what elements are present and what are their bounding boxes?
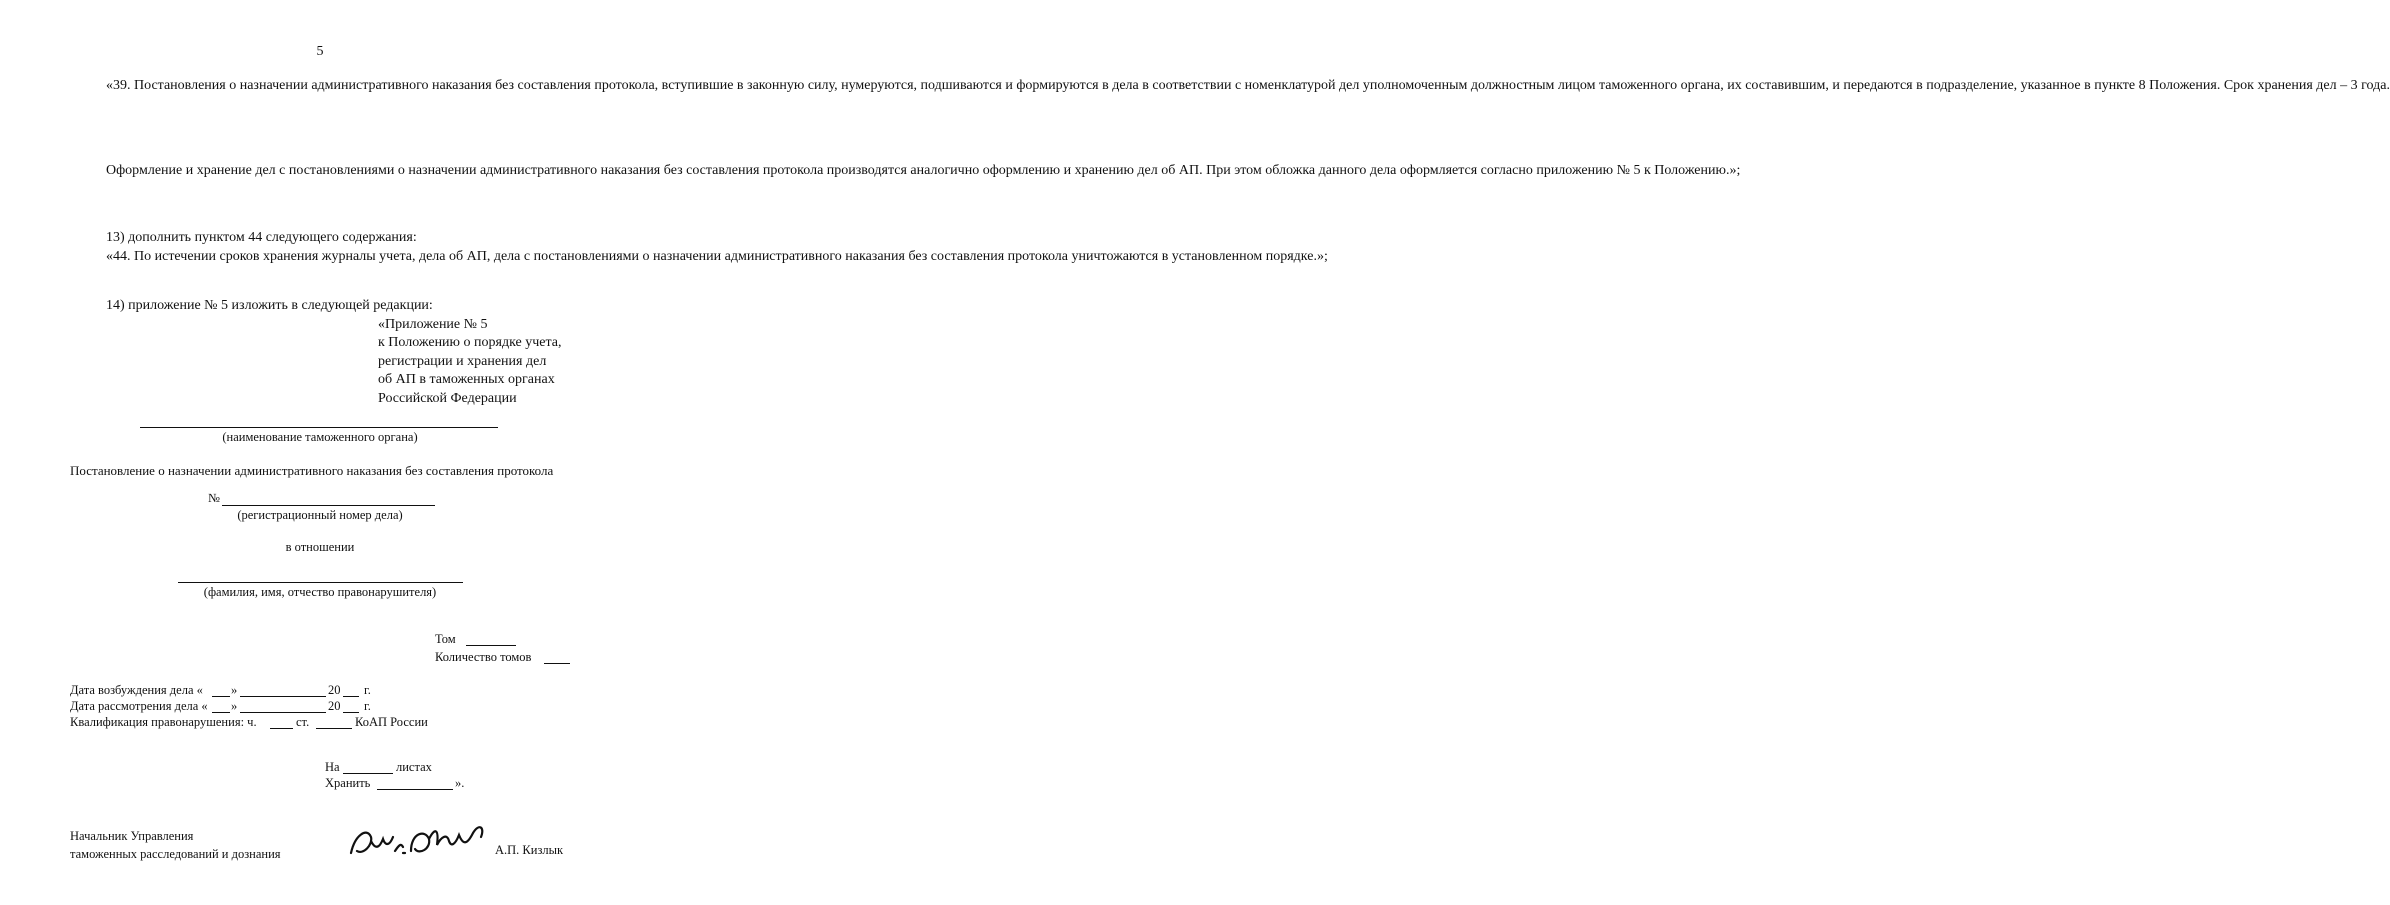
article-label: ст. [296,715,310,729]
initiation-year-suffix: г. [364,683,371,697]
qualification-article-line [316,728,352,729]
keep-line [377,789,453,790]
initiation-quote-close: » [231,683,238,697]
review-day-line [212,712,230,713]
handwritten-signature [345,815,495,865]
appendix-line: Российской Федерации [378,390,517,406]
signer-position-line: Начальник Управления [70,829,194,843]
review-month-line [240,712,326,713]
reg-number-caption: (регистрационный номер дела) [237,508,403,522]
offender-caption: (фамилия, имя, отчество правонарушителя) [203,585,437,599]
keep-label: Хранить [325,776,371,790]
volumes-count-line [544,663,570,664]
number-sign: № [208,491,220,505]
regarding-label: в отношении [285,540,355,554]
koap-label: КоАП России [355,715,428,729]
qualification-part-line [270,728,293,729]
volume-label: Том [435,632,456,646]
appendix-header [378,316,562,408]
signer-name: А.П. Кизлык [495,843,564,857]
qualification-label: Квалификация правонарушения: ч. [70,715,257,729]
paragraph-14: 14) приложение № 5 изложить в следующей редакции: [106,298,433,313]
offender-line [178,582,463,583]
appendix-line: «Приложение № 5 [378,317,488,332]
paragraph-13: 13) дополнить пунктом 44 следующего содержания: [106,230,417,245]
customs-name-line [140,427,498,428]
appendix-line: об АП в таможенных органах [378,372,555,388]
on-label: На [325,760,340,774]
volume-line [466,645,516,646]
paragraph-oformlenie: Оформление и хранение дел с постановлениями о назначении административного наказания без составления протокола производятся аналогично оформлению и хранению дел об АП. При этом обложка данного дела оформляется согласно приложению № 5 к Положению.»; [106,163,1741,178]
initiation-day-line [212,696,230,697]
page-number: 5 [316,44,324,59]
customs-name-caption: (наименование таможенного органа) [222,430,418,444]
volumes-count-label: Количество томов [435,650,532,664]
review-year-prefix: 20 [328,699,341,713]
signer-position [70,827,281,863]
initiation-year-line [343,696,359,697]
paragraph-39: «39. Постановления о назначении административного наказания без составления протокола, вступившие в законную силу, нумеруются, подшиваются и формируются в дела в соответствии с номенклатурой дел уполномоченным должностным лицом таможенного органа, их составившим, и передаются в подразделение, указанное в пункте 8 Положения. Срок хранения дел – 3 года. [106,78,2390,93]
reg-number-line [222,505,435,506]
initiation-month-line [240,696,326,697]
review-quote-close: » [231,699,238,713]
form-title: Постановление о назначении административного наказания без составления протокола [70,463,554,478]
keep-close: ». [455,776,465,790]
paragraph-44: «44. По истечении сроков хранения журналы учета, дела об АП, дела с постановлениями о назначении административного наказания без составления протокола уничтожаются в установленном порядке.»; [106,249,1328,264]
signer-position-line: таможенных расследований и дознания [70,847,281,861]
review-year-line [343,712,359,713]
review-year-suffix: г. [364,699,371,713]
review-date-label: Дата рассмотрения дела « [70,699,208,713]
sheets-label: листах [396,760,432,774]
appendix-line: регистрации и хранения дел [378,353,547,369]
initiation-date-label: Дата возбуждения дела « [70,683,203,697]
appendix-line: к Положению о порядке учета, [378,335,562,351]
sheets-count-line [343,773,393,774]
initiation-year-prefix: 20 [328,683,341,697]
